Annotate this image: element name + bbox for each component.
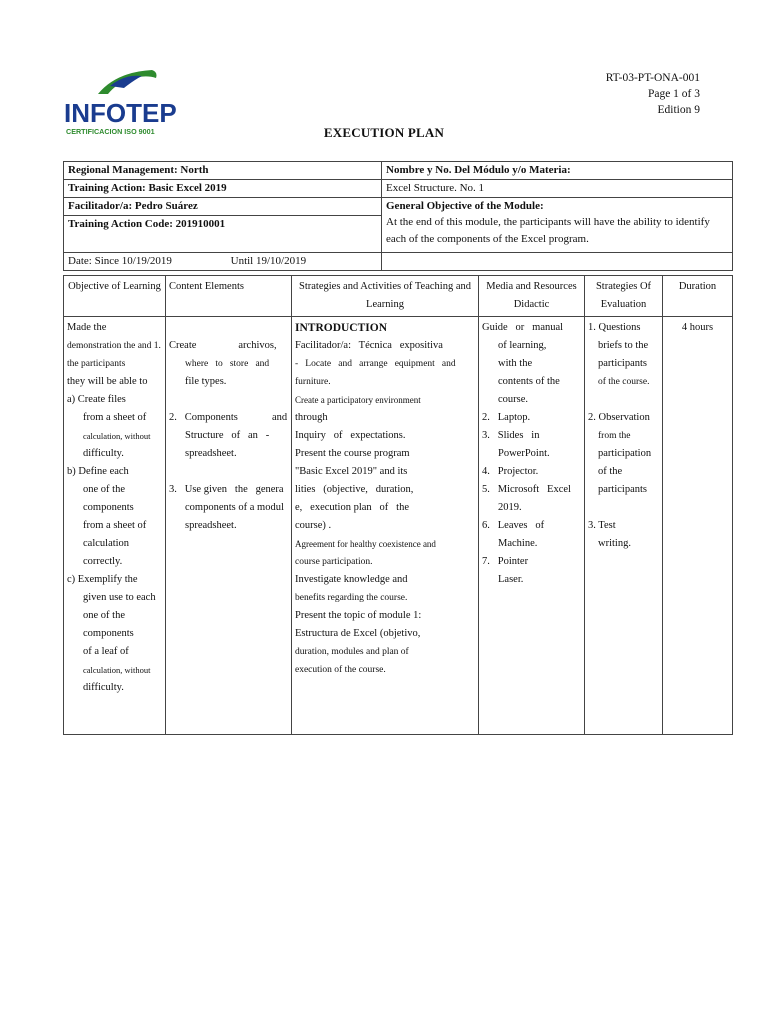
media-cell — [479, 317, 585, 735]
media-line: 2019. — [498, 502, 522, 513]
content-line: where to store and — [185, 359, 270, 369]
header-objective: Objective of Learning — [64, 276, 166, 317]
edition: Edition 9 — [657, 104, 700, 116]
svg-text:INFOTEP: INFOTEP — [64, 98, 176, 128]
module-value: Excel Structure. No. 1 — [382, 180, 733, 198]
content-line: spreadsheet. — [185, 520, 237, 531]
evaluation-line: of the course. — [598, 377, 650, 387]
media-line: of learning, — [498, 340, 547, 351]
objective-line: given use to each — [83, 592, 156, 603]
strategy-line: Inquiry of expectations. — [295, 430, 406, 441]
strategy-line: e, execution plan of the — [295, 502, 410, 513]
objective-line: one of the — [83, 610, 125, 621]
content-line: 3. Use given the genera — [169, 484, 284, 495]
evaluation-line: participants — [598, 484, 647, 495]
evaluation-line: 1. Questions — [588, 322, 641, 333]
strategy-line: through — [295, 412, 328, 423]
date-empty-cell — [382, 253, 733, 271]
content-line: file types. — [185, 376, 227, 387]
media-line: Guide or manual — [482, 322, 564, 333]
content-line: Structure of an - — [185, 430, 270, 441]
evaluation-line: of the — [598, 466, 623, 477]
media-line: 2. Laptop. — [482, 412, 531, 423]
strategy-line: Create a participatory environment — [295, 395, 421, 405]
content-line: spreadsheet. — [185, 448, 237, 459]
objective-line: demonstration the and 1. — [67, 341, 161, 351]
objective-line: of a leaf of — [83, 646, 129, 657]
date-since-text: Date: Since 10/19/2019 — [68, 255, 172, 267]
objective-line: Made the — [67, 322, 107, 333]
header-media: Media and Resources Didactic — [479, 276, 585, 317]
objective-line: components — [83, 628, 134, 639]
objective-line: calculation — [83, 538, 130, 549]
regional-management: Regional Management: North — [64, 162, 382, 180]
media-line: 5. Microsoft Excel — [482, 484, 571, 495]
objective-text: At the end of this module, the participants will have the ability to identify each of the components of the Excel program. — [386, 216, 710, 245]
info-table — [63, 161, 733, 271]
objective-cell — [64, 317, 166, 735]
media-line: course. — [498, 394, 529, 405]
duration-cell: 4 hours — [663, 317, 733, 735]
training-action: Training Action: Basic Excel 2019 — [64, 180, 382, 198]
strategy-line: Present the topic of module 1: — [295, 610, 422, 621]
general-objective — [382, 198, 733, 253]
strategy-line: - Locate and arrange equipment and — [295, 359, 456, 369]
evaluation-line: 3. Test — [588, 520, 616, 531]
page-title: EXECUTION PLAN — [323, 125, 445, 140]
objective-line: calculation, without — [83, 665, 151, 675]
strategy-line: Facilitador/a: Técnica expositiva — [295, 340, 443, 351]
strategy-line: Agreement for healthy coexistence and — [295, 539, 436, 549]
module-label: Nombre y No. Del Módulo y/o Materia: — [382, 162, 733, 180]
content-line: Create archivos, — [169, 340, 277, 351]
content-line: 2. Components and — [169, 412, 288, 423]
evaluation-line: briefs to the — [598, 340, 649, 351]
media-line: Machine. — [498, 538, 538, 549]
evaluation-line: participants — [598, 358, 647, 369]
media-line: PowerPoint. — [498, 448, 550, 459]
training-action-code: Training Action Code: 201910001 — [64, 216, 382, 253]
objective-line: calculation, without — [83, 431, 151, 441]
evaluation-cell — [585, 317, 663, 735]
media-line: 4. Projector. — [482, 466, 539, 477]
objective-line: they will be able to — [67, 376, 148, 387]
plan-table — [63, 275, 733, 735]
strategy-line: course) . — [295, 520, 332, 531]
content-cell — [166, 317, 292, 735]
facilitator: Facilitador/a: Pedro Suárez — [64, 198, 382, 216]
strategy-line: furniture. — [295, 377, 331, 387]
evaluation-line: participation — [598, 448, 652, 459]
strategy-line: benefits regarding the course. — [295, 593, 408, 603]
objective-line: difficulty. — [83, 682, 124, 693]
objective-line: the participants — [67, 359, 126, 369]
objective-line: one of the — [83, 484, 125, 495]
strategy-line: lities (objective, duration, — [295, 484, 414, 495]
header-duration: Duration — [663, 276, 733, 317]
strategy-line: course participation. — [295, 557, 373, 567]
objective-line: difficulty. — [83, 448, 124, 459]
objective-line: correctly. — [83, 556, 123, 567]
strategy-line: "Basic Excel 2019" and its — [295, 466, 408, 477]
objective-line: from a sheet of — [83, 520, 147, 531]
media-line: with the — [498, 358, 533, 369]
content-line — [169, 391, 288, 409]
media-line: Laser. — [498, 574, 524, 585]
evaluation-line: 2. Observation — [588, 412, 650, 423]
objective-line: c) Exemplify the — [67, 574, 138, 585]
objective-line: b) Define each — [67, 466, 129, 477]
svg-text:CERTIFICACION ISO 9001: CERTIFICACION ISO 9001 — [66, 127, 155, 136]
header-strategies: Strategies and Activities of Teaching and Learning — [292, 276, 479, 317]
content-line — [169, 463, 288, 481]
strategy-line: duration, modules and plan of — [295, 647, 409, 657]
objective-label: General Objective of the Module: — [386, 200, 544, 212]
strategy-line: execution of the course. — [295, 665, 386, 675]
header-content: Content Elements — [166, 276, 292, 317]
evaluation-line: from the — [598, 431, 631, 441]
header-evaluation: Strategies Of Evaluation — [585, 276, 663, 317]
media-line: contents of the — [498, 376, 560, 387]
objective-line: a) Create files — [67, 394, 126, 405]
evaluation-line — [588, 499, 659, 517]
media-line: 6. Leaves of — [482, 520, 545, 531]
date-until: Until 19/10/2019 — [230, 255, 307, 267]
page-number: Page 1 of 3 — [647, 88, 700, 100]
content-line: components of a modul — [185, 502, 284, 513]
evaluation-line: writing. — [598, 538, 631, 549]
objective-line: components — [83, 502, 134, 513]
document-meta — [606, 70, 700, 118]
strategy-line: Estructura de Excel (objetivo, — [295, 628, 421, 639]
strategy-line: Present the course program — [295, 448, 410, 459]
introduction-heading: INTRODUCTION — [295, 322, 388, 334]
media-line: 3. Slides in — [482, 430, 540, 441]
evaluation-line — [588, 391, 659, 409]
doc-code: RT-03-PT-ONA-001 — [605, 72, 700, 84]
objective-line: from a sheet of — [83, 412, 147, 423]
strategy-line: Investigate knowledge and — [295, 574, 408, 585]
media-line: 7. Pointer — [482, 556, 529, 567]
strategies-cell — [292, 317, 479, 735]
date-since — [64, 253, 382, 271]
